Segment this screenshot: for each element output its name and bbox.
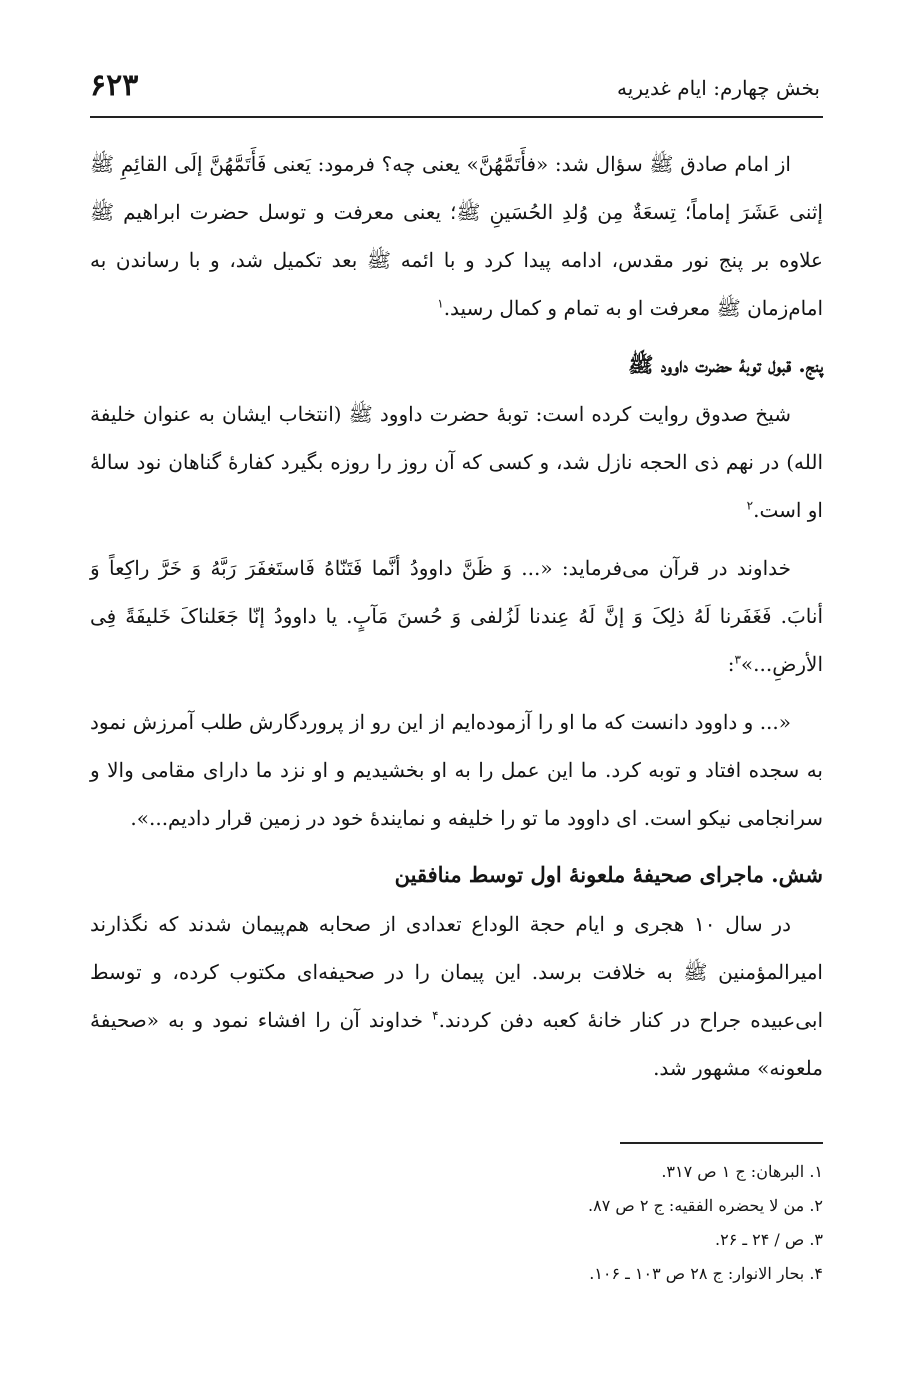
paragraph-translation	[90, 698, 823, 842]
footnote-ref-1[interactable]: ۱	[437, 296, 444, 311]
footnote-ref-4[interactable]: ۴	[432, 1008, 439, 1023]
page-number: ۶۲۳	[90, 68, 139, 103]
footnote-item: ۲. من لا یحضره الفقیه: ج ۲ ص ۸۷.	[588, 1196, 823, 1215]
paragraph-text-continued: خداوند آن را افشاء نمود و به «صحیفهٔ ملعونه» مشهور شد.	[90, 1008, 823, 1080]
running-title: بخش چهارم: ایام غدیریه	[617, 76, 820, 100]
footnote-item: ۴. بحار الانوار: ج ۲۸ ص ۱۰۳ ـ ۱۰۶.	[589, 1264, 823, 1283]
section-heading-six: شش. ماجرای صحیفهٔ ملعونهٔ اول توسط منافقین	[394, 862, 823, 887]
footnote-divider	[620, 1142, 823, 1144]
paragraph-quran-verse	[90, 544, 823, 688]
paragraph-text: «... و داوود دانست که ما او را آزموده‌ایم از این رو از پروردگارش طلب آمرزش نمود به سجده افتاد و توبه کرد. ما این عمل را به او بخشیدیم و او نزد ما دارای مقامی والا و سرانجامی نیکو است. ای داوود ما تو را خلیفه و نمایندهٔ خود در زمین قرار دادیم...».	[90, 710, 824, 830]
footnotes	[90, 1155, 823, 1291]
footnote-item: ۱. البرهان: ج ۱ ص ۳۱۷.	[661, 1162, 823, 1181]
paragraph-imam-sadiq	[90, 140, 823, 332]
header-divider	[90, 116, 823, 118]
footnote-item: ۳. ص / ۲۴ ـ ۲۶.	[715, 1230, 823, 1249]
paragraph-sahifa	[90, 900, 823, 1092]
paragraph-text: در سال ۱۰ هجری و ایام حجة الوداع تعدادی از صحابه هم‌پیمان شدند که نگذارند امیرالمؤمنین ﷺ به خلافت برسد. این پیمان را در صحیفه‌ای مکتوب کرده، و توسط ابی‌عبیده جراح در کنار خانهٔ کعبه دفن کردند.	[90, 912, 824, 1032]
section-heading-five: پنج. قبول توبهٔ حضرت داوود ﷺ	[628, 352, 823, 377]
page-header	[90, 68, 820, 108]
paragraph-text: از امام صادق ﷺ سؤال شد: «فأَتَمَّهُنَّ» یعنی چه؟ فرمود: یَعنی فَأَتَمَّهُنَّ إلَی القائِمِ ﷺ إثنی عَشَرَ إماماً؛ تِسعَةٌ مِن وُلدِ الحُسَینِ ﷺ؛ یعنی معرفت و توسل حضرت ابراهیم ﷺ علاوه بر پنج نور مقدس، ادامه پیدا کرد و با ائمه ﷺ بعد تکمیل شد، و با رساندن به امام‌زمان ﷺ معرفت او به تمام و کمال رسید.	[90, 152, 823, 320]
paragraph-text: خداوند در قرآن می‌فرماید: «... وَ ظَنَّ داوودُ أنَّما فَتَنّاهُ فَاستَغفَرَ رَبَّهُ وَ خَرَّ راکِعاً وَ أنابَ. فَغَفَرنا لَهُ ذلِکَ وَ إنَّ لَهُ عِندنا لَزُلفی وَ حُسنَ مَآبٍ. یا داوودُ إنّا جَعَلناکَ خَلیفَةً فِی الأرضِ...»	[90, 556, 823, 676]
page-body	[90, 140, 823, 1092]
paragraph-sheikh-saduq	[90, 390, 823, 534]
paragraph-text: شیخ صدوق روایت کرده است: توبهٔ حضرت داوود ﷺ (انتخاب ایشان به عنوان خلیفة الله) در نهم ذی الحجه نازل شد، و کسی که آن روز را روزه بگیرد کفارهٔ گناهان نود سالهٔ او است.	[90, 402, 823, 522]
footnote-ref-2[interactable]: ۲	[746, 498, 754, 513]
footnote-ref-3[interactable]: ۳	[734, 652, 741, 667]
paragraph-text-tail: :	[727, 652, 735, 676]
